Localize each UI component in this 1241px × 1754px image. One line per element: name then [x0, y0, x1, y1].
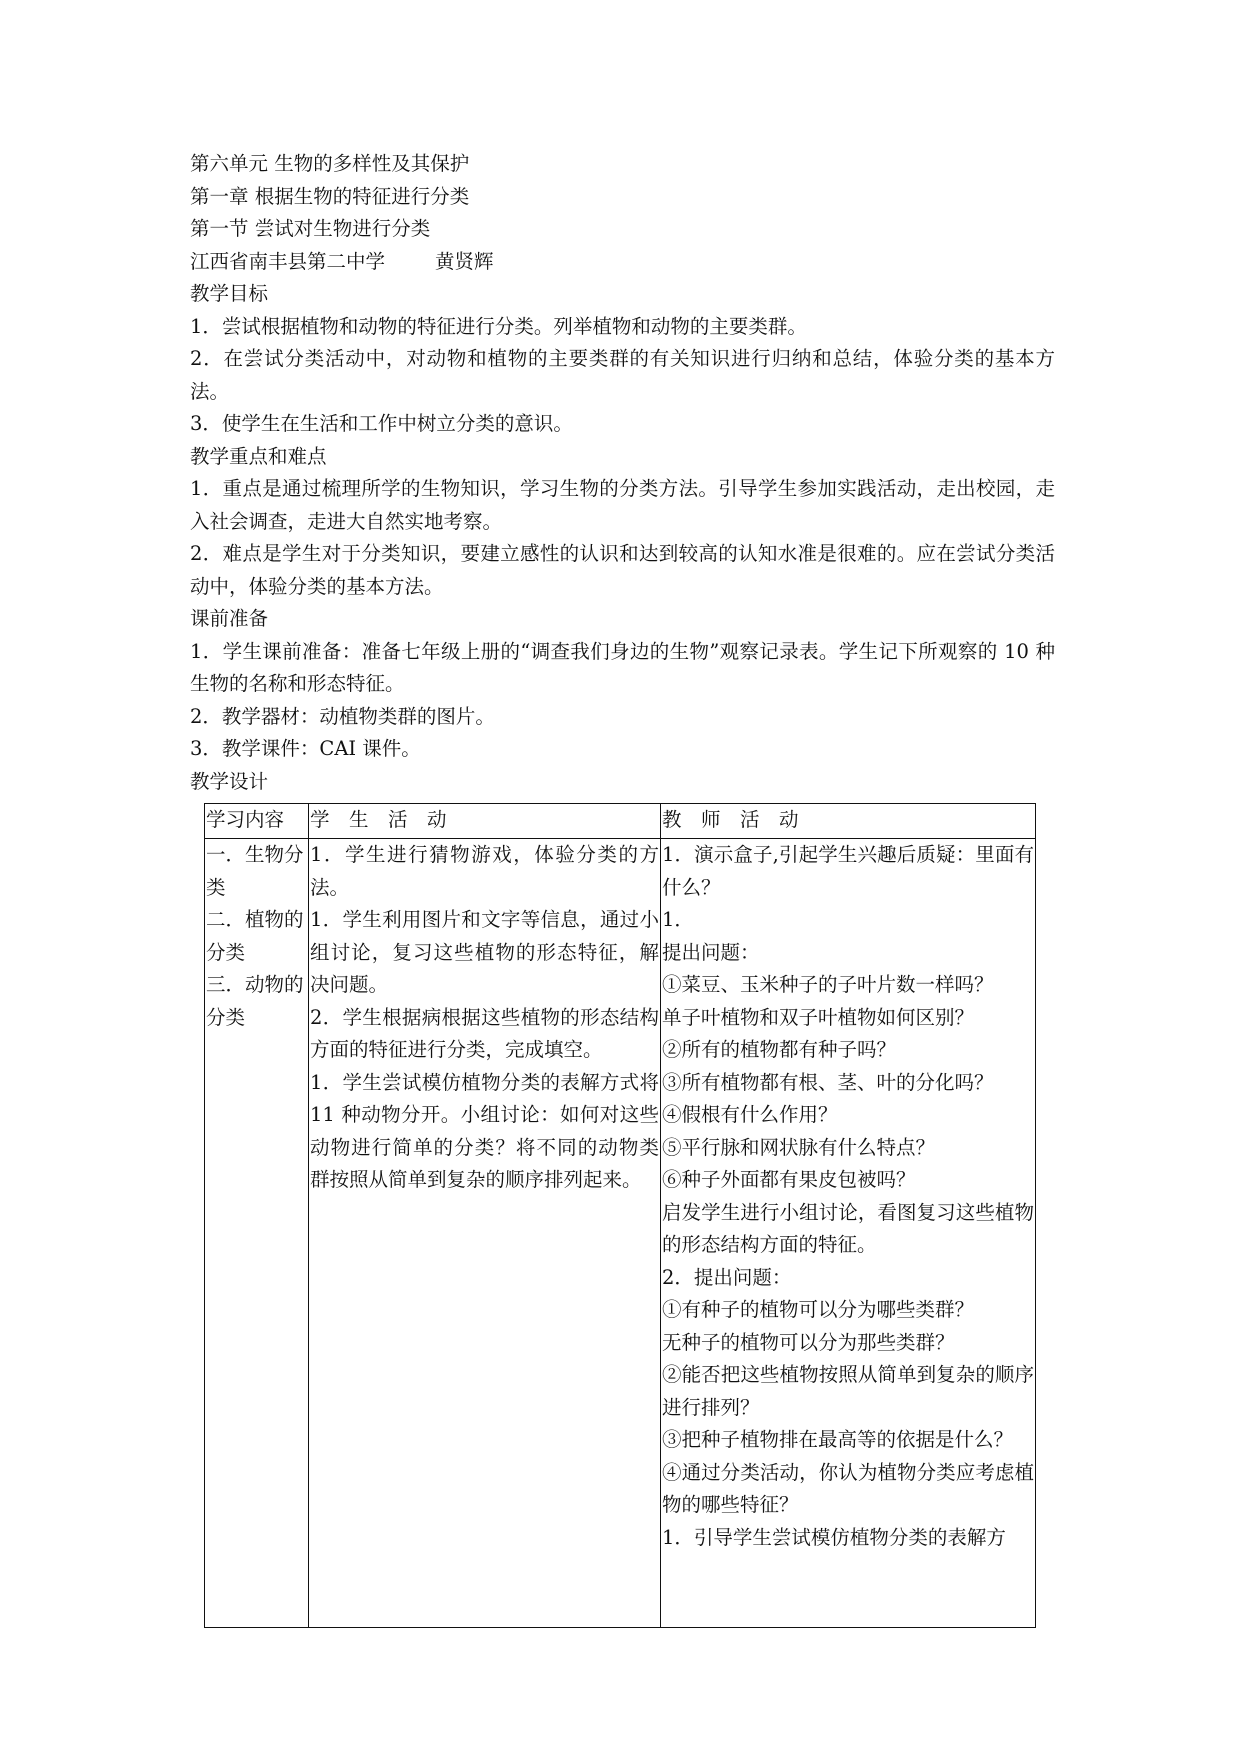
preparation-item: 2．教学器材：动植物类群的图片。	[190, 704, 495, 728]
teaching-design-table	[204, 803, 1036, 1628]
preparation-item: 1．学生课前准备：准备七年级上册的“调查我们身边的生物”观察记录表。学生记下所观察的 10 种生物的名称和形态特征。	[190, 639, 1055, 695]
content-line: 类	[206, 875, 226, 899]
key-points-heading: 教学重点和难点	[190, 444, 327, 468]
teacher-activity: ③把种子植物排在最高等的依据是什么？	[662, 1428, 1014, 1451]
teacher-activity: 2．提出问题：	[662, 1265, 792, 1289]
teacher-activity: ②能否把这些植物按照从简单到复杂的顺序进行排列？	[662, 1363, 1034, 1419]
design-heading: 教学设计	[190, 769, 269, 793]
content-line: 分类	[206, 940, 246, 964]
content-line: 二．植物的	[206, 908, 304, 931]
table-header-row	[205, 804, 1036, 839]
teacher-activity: 无种子的植物可以分为那些类群？	[662, 1330, 955, 1354]
teacher-activity: 1．引导学生尝试模仿植物分类的表解方	[662, 1525, 1006, 1549]
unit-title: 第六单元 生物的多样性及其保护	[190, 152, 470, 175]
key-point-item: 1．重点是通过梳理所学的生物知识，学习生物的分类方法。引导学生参加实践活动，走出校园，走入社会调查，走进大自然实地考察。	[190, 477, 1055, 533]
document-body	[190, 148, 1060, 798]
objective-item: 3．使学生在生活和工作中树立分类的意识。	[190, 412, 573, 435]
section-title: 第一节 尝试对生物进行分类	[190, 217, 431, 240]
objectives-heading: 教学目标	[190, 282, 269, 305]
preparation-heading: 课前准备	[190, 607, 269, 630]
teacher-activity: ⑤平行脉和网状脉有什么特点？	[662, 1135, 936, 1159]
column-header-student: 学 生 活 动	[309, 804, 661, 839]
teacher-activity: ③所有植物都有根、茎、叶的分化吗？	[662, 1070, 994, 1094]
content-line: 三．动物的	[206, 973, 304, 996]
student-activity: 2．学生根据病根据这些植物的形态结构方面的特征进行分类，完成填空。	[310, 1005, 659, 1061]
teacher-activity: ①有种子的植物可以分为哪些类群？	[662, 1298, 975, 1321]
content-line: 分类	[206, 1005, 246, 1029]
table-row	[205, 839, 1036, 1628]
student-activity-cell	[309, 839, 661, 1628]
school-name: 江西省南丰县第二中学	[190, 249, 386, 273]
content-cell	[205, 839, 309, 1628]
teacher-activity: 1．演示盒子,引起学生兴趣后质疑：里面有什么？	[662, 843, 1034, 899]
author-line	[190, 246, 1060, 279]
chapter-title: 第一章 根据生物的特征进行分类	[190, 184, 470, 208]
column-header-teacher: 教 师 活 动	[661, 804, 1036, 839]
objective-item: 2．在尝试分类活动中，对动物和植物的主要类群的有关知识进行归纳和总结，体验分类的基本方法。	[190, 347, 1055, 403]
content-line: 一．生物分	[206, 843, 304, 866]
teacher-activity: ④通过分类活动，你认为植物分类应考虑植物的哪些特征？	[662, 1460, 1034, 1516]
teacher-activity: 1．	[662, 908, 694, 931]
teacher-activity-cell	[661, 839, 1036, 1628]
teacher-activity: 单子叶植物和双子叶植物如何区别？	[662, 1005, 975, 1029]
teacher-activity: ⑥种子外面都有果皮包被吗？	[662, 1168, 916, 1191]
preparation-item: 3．教学课件：CAI 课件。	[190, 737, 421, 760]
teacher-activity: 启发学生进行小组讨论，看图复习这些植物的形态结构方面的特征。	[662, 1200, 1034, 1256]
teacher-activity: 提出问题：	[662, 940, 760, 964]
student-activity: 1．学生尝试模仿植物分类的表解方式将 11 种动物分开。小组讨论：如何对这些动物进行简单的分类？将不同的动物类群按照从简单到复杂的顺序排列起来。	[310, 1070, 659, 1191]
teacher-activity: ①菜豆、玉米种子的子叶片数一样吗？	[662, 973, 994, 996]
key-point-item: 2．难点是学生对于分类知识，要建立感性的认识和达到较高的认知水准是很难的。应在尝试分类活动中，体验分类的基本方法。	[190, 542, 1055, 598]
student-activity: 1．学生利用图片和文字等信息，通过小组讨论，复习这些植物的形态特征，解决问题。	[310, 908, 659, 996]
teacher-activity: ④假根有什么作用？	[662, 1103, 838, 1126]
teacher-activity: ②所有的植物都有种子吗？	[662, 1038, 897, 1061]
student-activity: 1．学生进行猜物游戏，体验分类的方法。	[310, 843, 659, 899]
objective-item: 1．尝试根据植物和动物的特征进行分类。列举植物和动物的主要类群。	[190, 314, 807, 338]
column-header-content: 学习内容	[205, 804, 309, 839]
author-name: 黄贤辉	[435, 249, 494, 273]
